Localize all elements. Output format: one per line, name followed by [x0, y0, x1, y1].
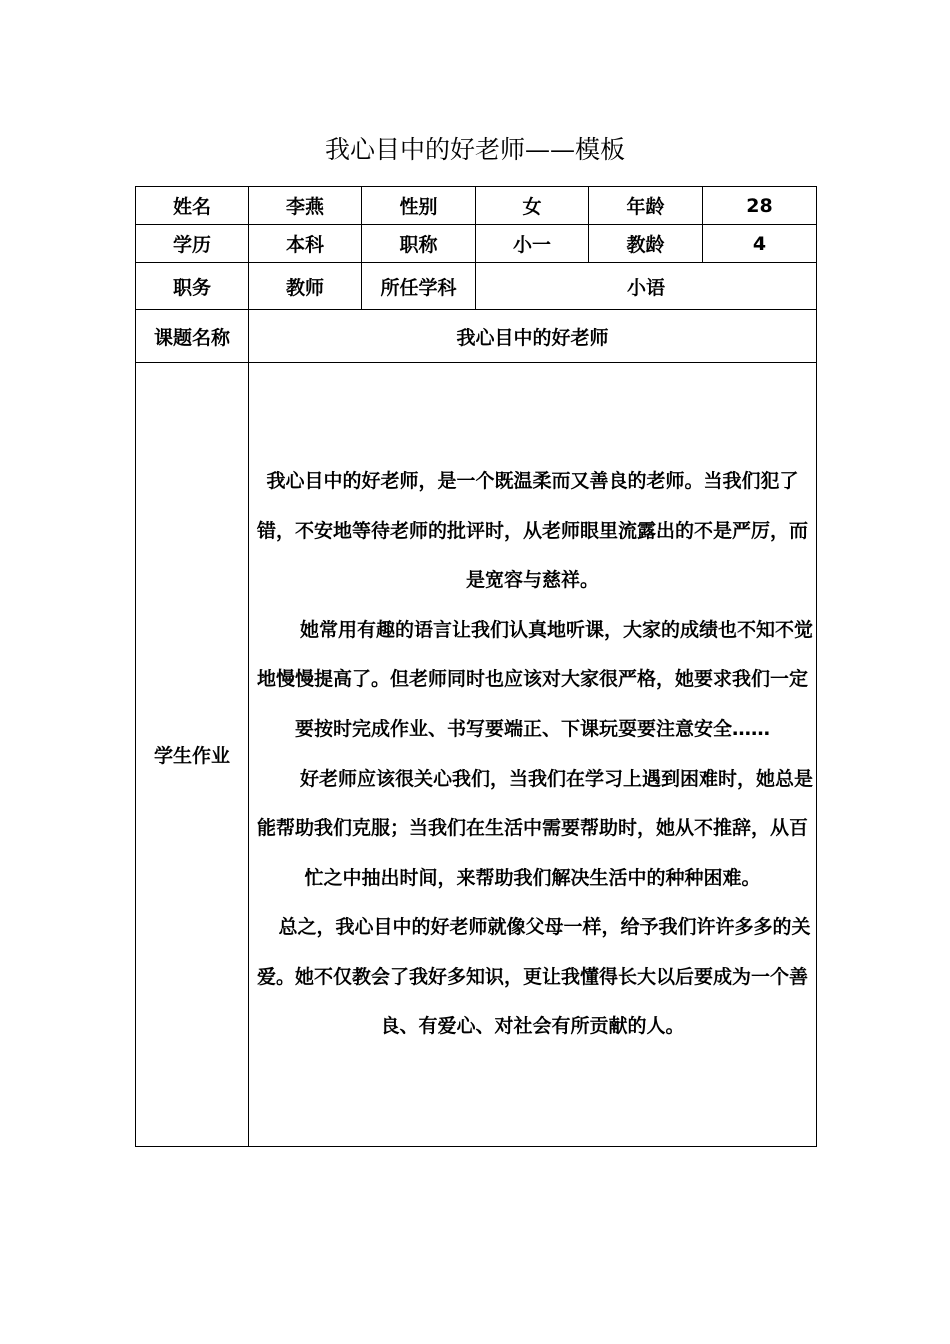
education-label: 学历 [136, 225, 249, 263]
table-row [136, 310, 817, 363]
teaching-years-label: 教龄 [589, 225, 703, 263]
essay-paragraph: 我心目中的好老师，是一个既温柔而又善良的老师。当我们犯了错，不安地等待老师的批评时，从老师眼里流露出的不是严厉，而是宽容与慈祥。 [256, 469, 808, 592]
essay-paragraph: 总之，我心目中的好老师就像父母一样，给予我们许许多多的关爱。她不仅教会了我好多知识，更让我懂得长大以后要成为一个善良、有爱心、对社会有所贡献的人。 [256, 916, 811, 1038]
teacher-info-table [135, 186, 817, 1147]
essay-paragraph: 好老师应该很关心我们，当我们在学习上遇到困难时，她总是能帮助我们克服；当我们在生活中需要帮助时，她从不推辞，从百忙之中抽出时间，来帮助我们解决生活中的种种困难。 [256, 767, 813, 889]
student-work-content [249, 363, 817, 1147]
title-rank-label: 职称 [362, 225, 476, 263]
age-label: 年龄 [589, 187, 703, 225]
subject-label: 所任学科 [362, 263, 476, 310]
name-label: 姓名 [136, 187, 249, 225]
title-rank-value: 小一 [476, 225, 589, 263]
duty-label: 职务 [136, 263, 249, 310]
page-title: 我心目中的好老师——模板 [324, 135, 625, 164]
duty-value: 教师 [249, 263, 362, 310]
table-row [136, 187, 817, 225]
table-row [136, 263, 817, 310]
table-row [136, 225, 817, 263]
topic-label: 课题名称 [136, 310, 249, 363]
student-work-label: 学生作业 [136, 363, 249, 1147]
topic-value: 我心目中的好老师 [249, 310, 817, 363]
table-row [136, 363, 817, 1147]
essay-paragraph: 她常用有趣的语言让我们认真地听课，大家的成绩也不知不觉地慢慢提高了。但老师同时也应该对大家很严格，她要求我们一定要按时完成作业、书写要端正、下课玩耍要注意安全…… [256, 618, 813, 740]
age-value: 28 [703, 187, 817, 225]
gender-value: 女 [476, 187, 589, 225]
teaching-years-value: 4 [703, 225, 817, 263]
gender-label: 性别 [362, 187, 476, 225]
name-value: 李燕 [249, 187, 362, 225]
subject-value: 小语 [476, 263, 817, 310]
education-value: 本科 [249, 225, 362, 263]
